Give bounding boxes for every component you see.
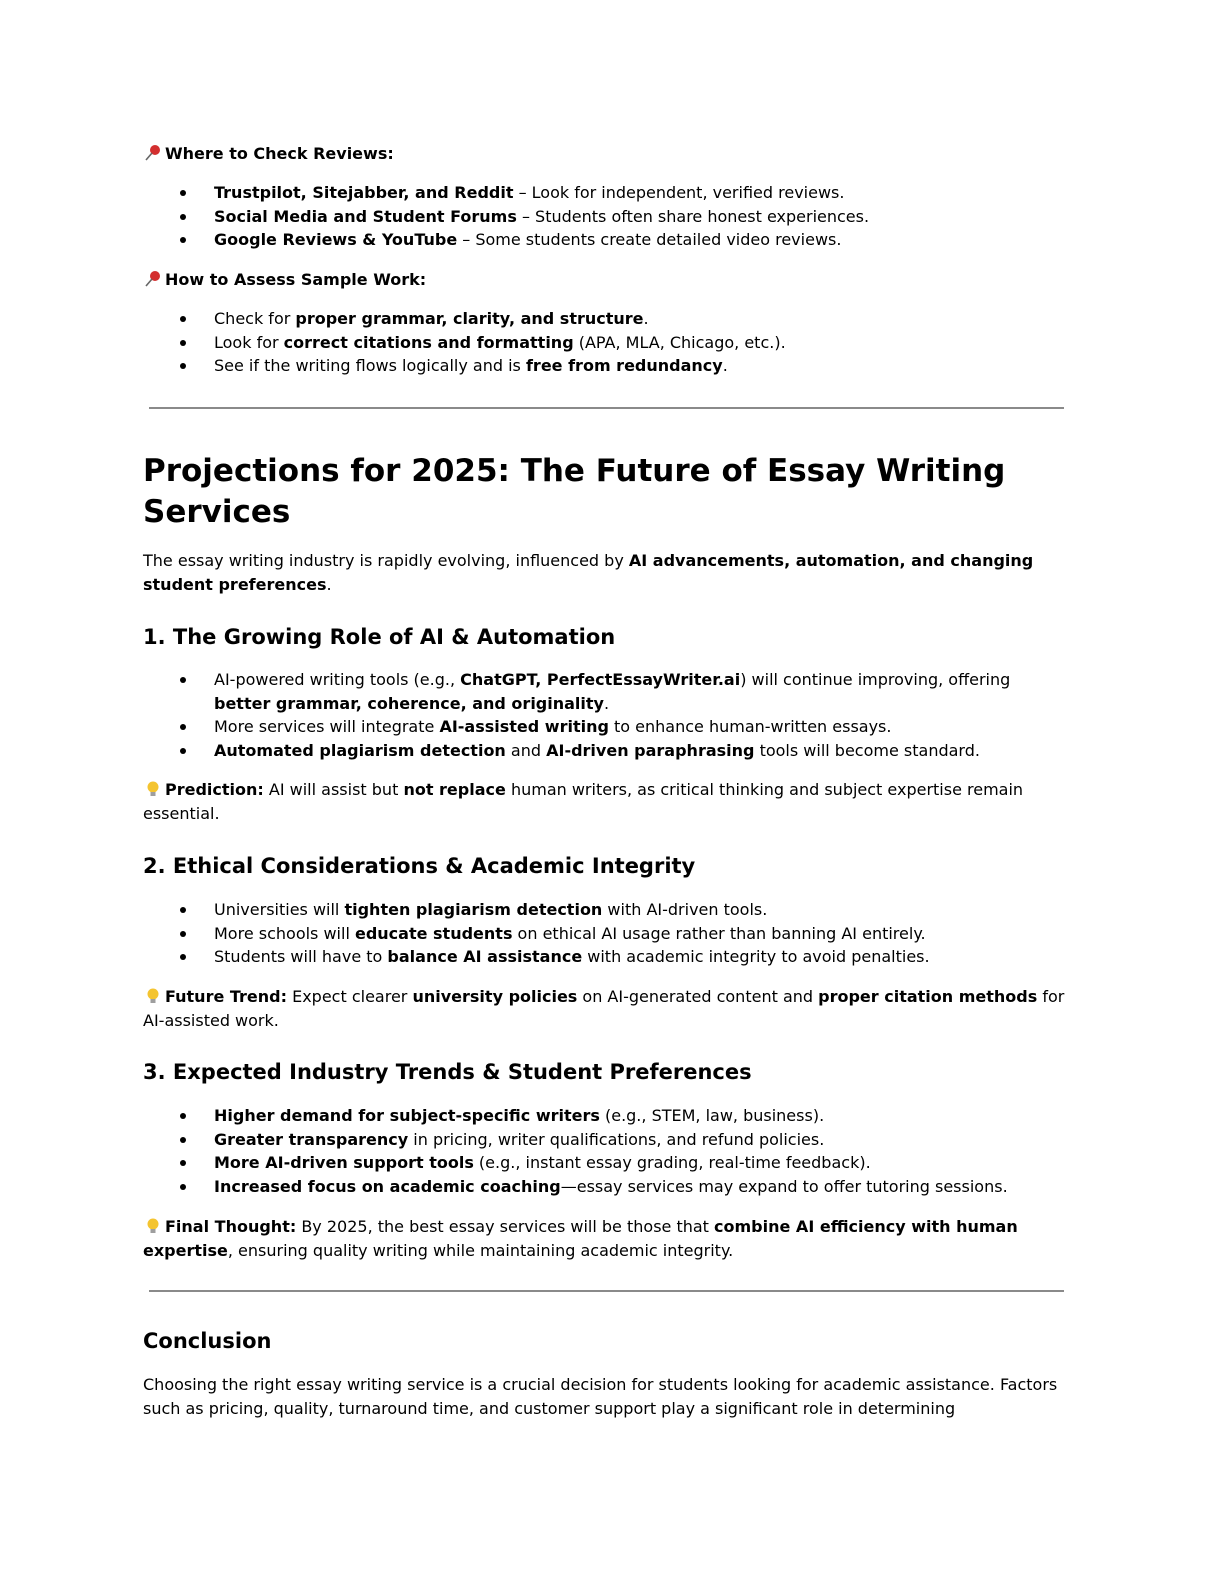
list-item xyxy=(143,739,1068,763)
note-text: By 2025, the best essay services will be those that xyxy=(296,1217,715,1236)
list-item-text: with AI-driven tools. xyxy=(602,900,768,919)
list-item-bold: Google Reviews & YouTube xyxy=(214,230,458,249)
list-item-text: . xyxy=(603,693,610,713)
list-item-text: (e.g., STEM, law, business). xyxy=(599,1106,825,1125)
list-item xyxy=(143,1128,1008,1152)
list-item xyxy=(143,668,1068,715)
list-item-text: More services will integrate xyxy=(214,717,440,736)
note-text: for AI-assisted work. xyxy=(143,987,1065,1030)
list-item-text: AI-powered writing tools (e.g., xyxy=(214,670,461,689)
list-item-bold: correct citations and formatting xyxy=(283,332,574,352)
list-item-text: – Look for independent, verified reviews. xyxy=(513,183,845,202)
list-item-bold: balance AI assistance xyxy=(387,947,583,966)
section2-heading: 2. Ethical Considerations & Academic Integrity xyxy=(143,854,696,878)
section1-heading: 1. The Growing Role of AI & Automation xyxy=(143,625,616,649)
list-item-text: More schools will xyxy=(214,923,355,943)
final-thought-note xyxy=(143,1215,1068,1262)
list-item-text: in pricing, writer qualifications, and refund policies. xyxy=(408,1129,825,1149)
section1-list xyxy=(143,668,1068,762)
horizontal-rule xyxy=(149,407,1064,409)
list-item-bold: educate students xyxy=(354,923,513,943)
note-bold: combine AI efficiency with human expertise xyxy=(143,1217,1018,1260)
list-item-text: . xyxy=(643,309,649,328)
horizontal-rule xyxy=(149,1290,1064,1292)
list-item-bold: Increased focus on academic coaching xyxy=(214,1176,561,1196)
list-item-text: (APA, MLA, Chicago, etc.). xyxy=(573,332,786,352)
list-item-bold: Higher demand for subject-specific writers xyxy=(214,1106,600,1125)
section3-heading: 3. Expected Industry Trends & Student Preferences xyxy=(143,1060,752,1084)
list-item xyxy=(143,331,786,355)
note-label: Prediction: xyxy=(165,780,264,799)
list-item-text: and xyxy=(505,740,547,760)
list-item-text: . xyxy=(722,356,728,375)
note-text: Expect clearer xyxy=(287,987,413,1006)
list-item-bold: More AI-driven support tools xyxy=(214,1153,474,1172)
list-item-bold: Social Media and Student Forums xyxy=(214,206,517,226)
list-item xyxy=(143,1175,1008,1199)
light-bulb-icon xyxy=(143,987,165,1005)
intro-text: . xyxy=(326,574,332,594)
list-item-text: with academic integrity to avoid penalties. xyxy=(582,947,930,966)
light-bulb-icon xyxy=(143,1217,165,1235)
projections-intro xyxy=(143,549,1068,596)
prediction-note xyxy=(143,778,1068,825)
list-item xyxy=(143,945,930,969)
note-label: Future Trend: xyxy=(165,987,288,1006)
list-item-text: tools will become standard. xyxy=(754,740,980,760)
conclusion-text: Choosing the right essay writing service is a crucial decision for students looking for academic assistance. Factors such as pricing, quality, turnaround time, and customer support play a significant role in determining xyxy=(143,1375,1058,1418)
list-item-text: (e.g., instant essay grading, real-time feedback). xyxy=(473,1153,871,1172)
list-item xyxy=(143,205,869,229)
list-item-bold: AI-driven paraphrasing xyxy=(546,740,755,760)
list-item-text: Students will have to xyxy=(214,947,388,966)
list-item-text: —essay services may expand to offer tutoring sessions. xyxy=(560,1176,1008,1196)
section3-list xyxy=(143,1104,1008,1198)
reviews-heading-text: Where to Check Reviews: xyxy=(165,144,394,163)
list-item-text: on ethical AI usage rather than banning AI entirely. xyxy=(512,923,926,943)
note-text: , ensuring quality writing while maintaining academic integrity. xyxy=(227,1240,734,1260)
future-trend-note xyxy=(143,985,1068,1032)
list-item-bold: proper grammar, clarity, and structure xyxy=(295,309,644,328)
list-item xyxy=(143,898,930,922)
list-item xyxy=(143,307,786,331)
note-text: human writers, as critical thinking and subject expertise remain essential. xyxy=(143,780,1024,823)
reviews-heading xyxy=(143,144,394,163)
list-item xyxy=(143,181,869,205)
list-item-bold: AI-assisted writing xyxy=(439,717,609,736)
list-item-bold: tighten plagiarism detection xyxy=(344,900,603,919)
list-item xyxy=(143,715,1068,739)
list-item-bold: Greater transparency xyxy=(214,1129,409,1149)
list-item xyxy=(143,354,786,378)
list-item xyxy=(143,1151,1008,1175)
sample-heading xyxy=(143,270,426,289)
note-bold: university policies xyxy=(412,987,578,1006)
list-item xyxy=(143,1104,1008,1128)
note-bold: not replace xyxy=(403,780,506,799)
intro-text: The essay writing industry is rapidly evolving, influenced by xyxy=(143,551,629,570)
section2-list xyxy=(143,898,930,969)
list-item-bold: ChatGPT, PerfectEssayWriter.ai xyxy=(460,670,741,689)
list-item-bold: Trustpilot, Sitejabber, and Reddit xyxy=(214,183,514,202)
list-item-text: Check for xyxy=(214,309,296,328)
page-title: Projections for 2025: The Future of Essay Writing Services xyxy=(143,453,1006,530)
note-text: AI will assist but xyxy=(263,780,404,799)
list-item-bold: better grammar, coherence, and originality xyxy=(214,693,604,713)
list-item xyxy=(143,922,930,946)
reviews-list xyxy=(143,181,869,252)
list-item-bold: Automated plagiarism detection xyxy=(214,740,506,760)
list-item-bold: free from redundancy xyxy=(525,356,723,375)
intro-bold: AI advancements, automation, and changing student preferences xyxy=(143,551,1034,594)
list-item-text: See if the writing flows logically and is xyxy=(214,356,526,375)
list-item-text: Universities will xyxy=(214,900,345,919)
note-bold: proper citation methods xyxy=(818,987,1038,1006)
note-text: on AI-generated content and xyxy=(577,987,819,1006)
note-label: Final Thought: xyxy=(165,1217,297,1236)
light-bulb-icon xyxy=(143,780,165,798)
sample-heading-text: How to Assess Sample Work: xyxy=(165,270,427,289)
pushpin-icon xyxy=(143,270,165,288)
list-item-text: – Some students create detailed video reviews. xyxy=(457,230,842,249)
list-item-text: to enhance human-written essays. xyxy=(608,717,892,736)
pushpin-icon xyxy=(143,144,165,162)
list-item-text: ) will continue improving, offering xyxy=(740,670,1011,689)
list-item-text: Look for xyxy=(214,332,284,352)
sample-list xyxy=(143,307,786,378)
list-item xyxy=(143,228,869,252)
list-item-text: – Students often share honest experiences. xyxy=(516,206,870,226)
conclusion-heading: Conclusion xyxy=(143,1329,272,1353)
